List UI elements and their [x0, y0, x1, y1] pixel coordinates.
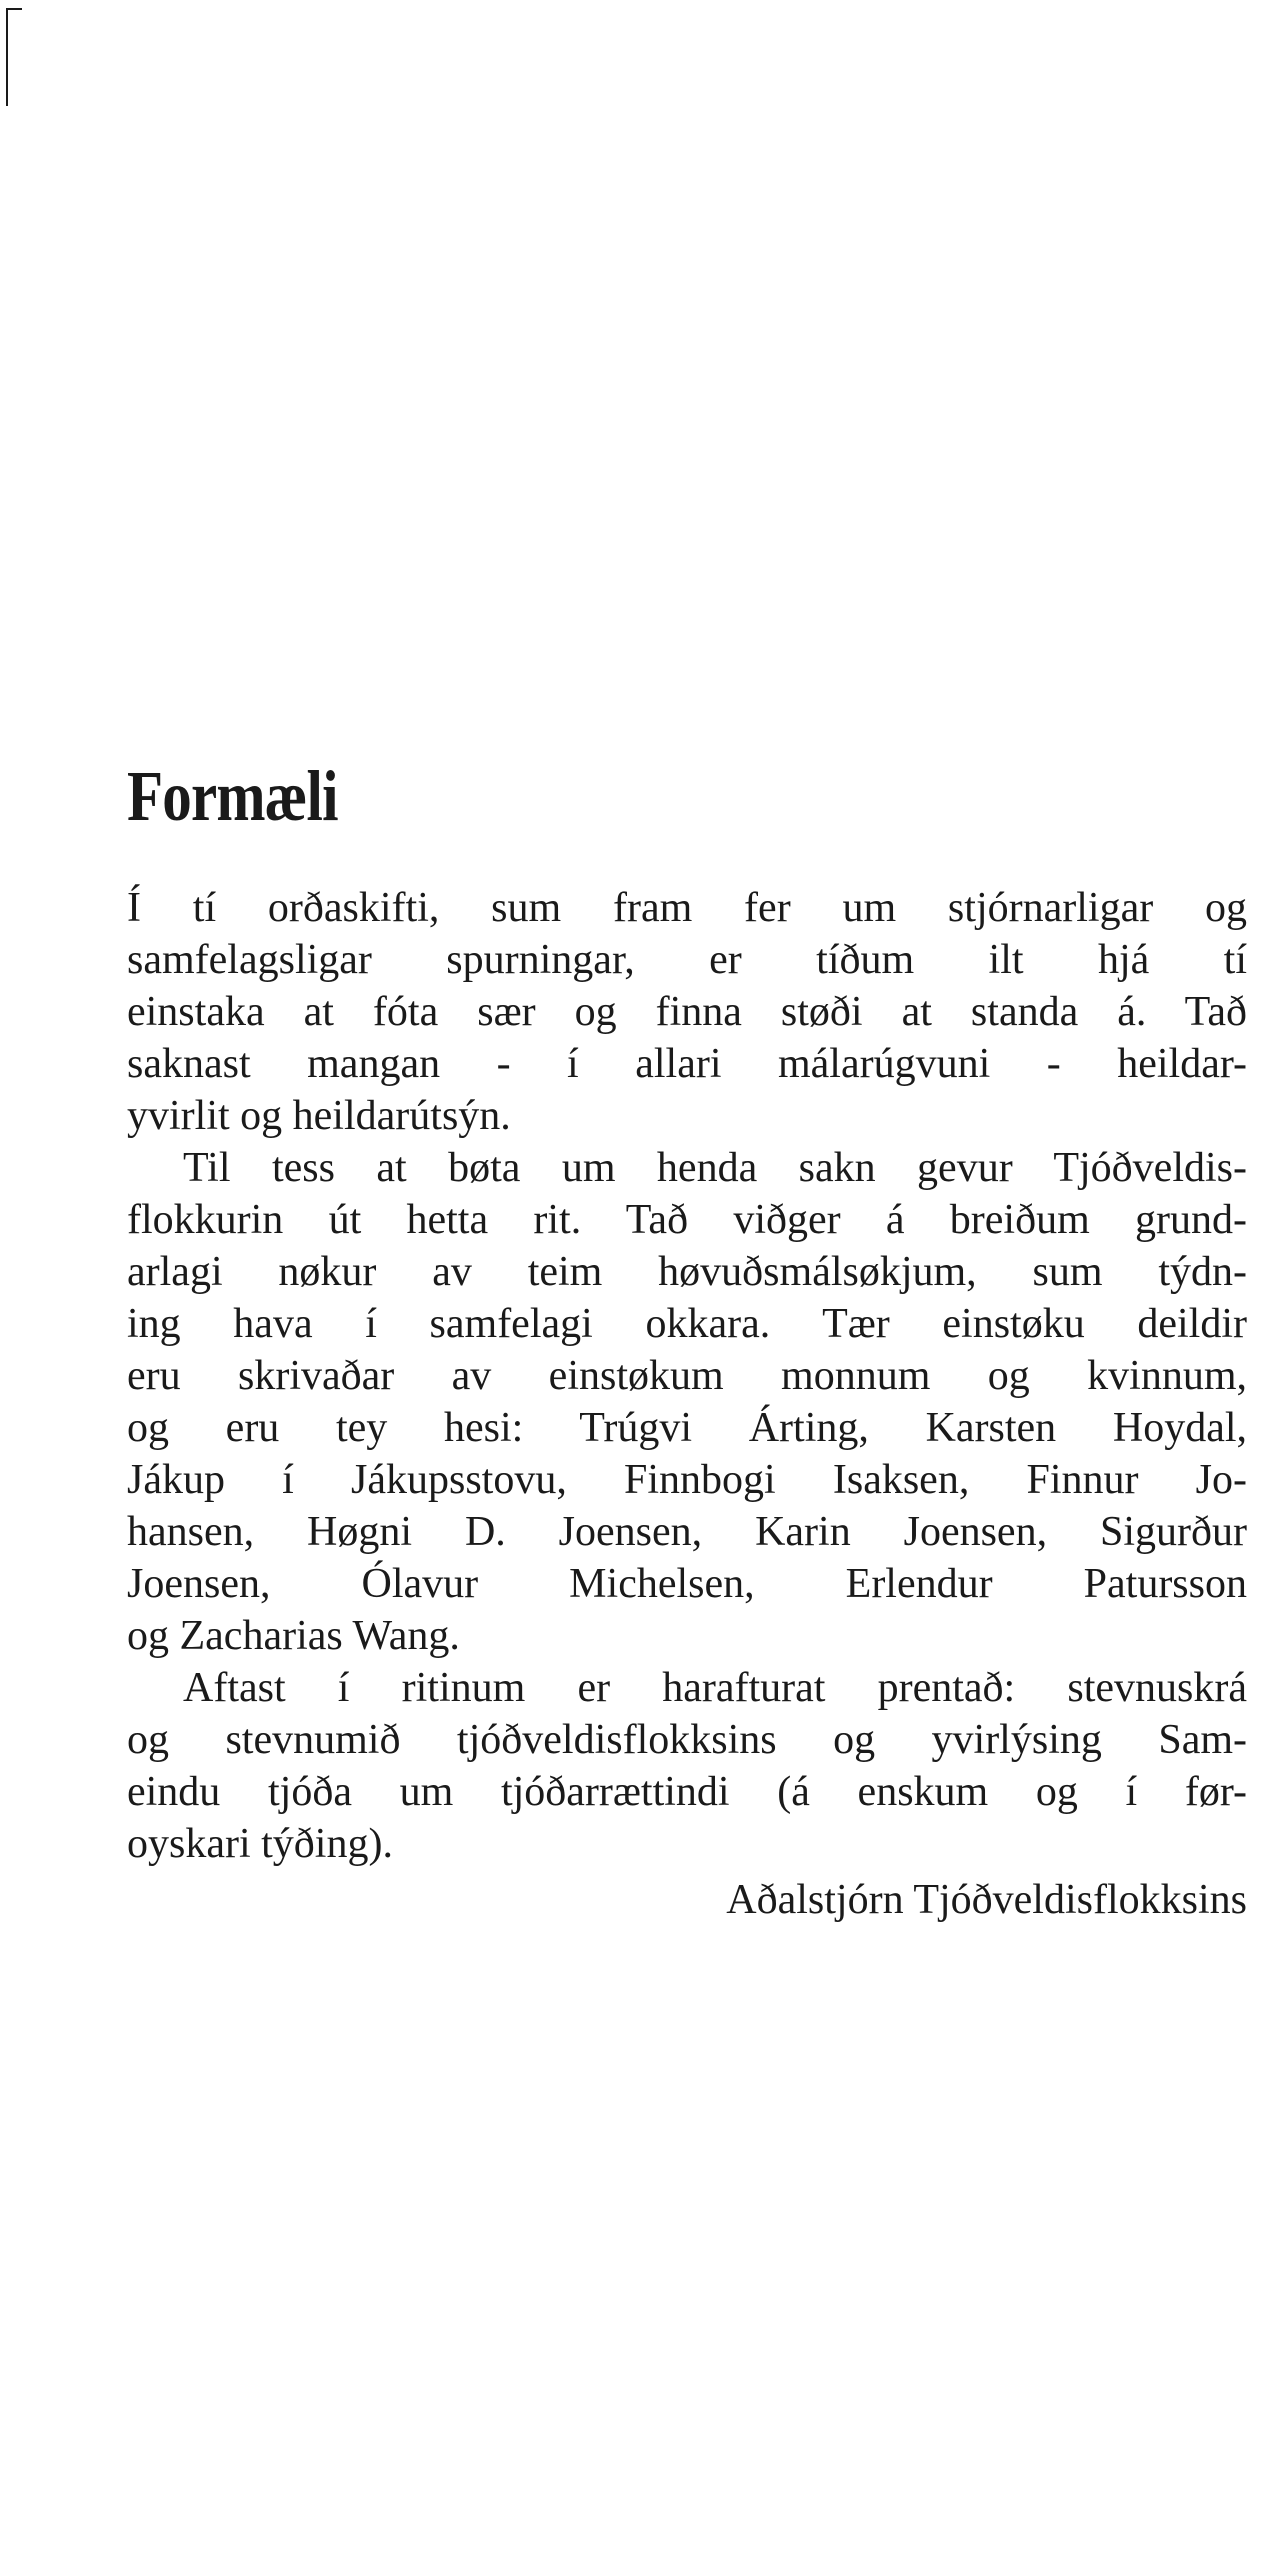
text-line: Joensen, Ólavur Michelsen, Erlendur Patursson	[127, 1561, 1247, 1607]
text-line: yvirlit og heildarútsýn.	[127, 1093, 511, 1139]
crop-mark-vertical	[6, 8, 8, 106]
text-line: Í tí orðaskifti, sum fram fer um stjórnarligar og	[127, 885, 1247, 931]
text-line: Til tess at bøta um henda sakn gevur Tjóðveldis-	[183, 1145, 1247, 1191]
signature: Aðalstjórn Tjóðveldisflokksins	[726, 1877, 1247, 1923]
text-line: ing hava í samfelagi okkara. Tær einstøku deildir	[127, 1301, 1247, 1347]
document-title: Formæli	[127, 756, 338, 836]
paragraph-3	[127, 1662, 1247, 1870]
text-line: og eru tey hesi: Trúgvi Árting, Karsten Hoydal,	[127, 1405, 1247, 1451]
text-line: samfelagsligar spurningar, er tíðum ilt hjá tí	[127, 937, 1247, 983]
text-line: Jákup í Jákupsstovu, Finnbogi Isaksen, Finnur Jo-	[127, 1457, 1247, 1503]
text-line: einstaka at fóta sær og finna støði at standa á. Tað	[127, 989, 1247, 1035]
text-line: arlagi nøkur av teim høvuðsmálsøkjum, sum týdn-	[127, 1249, 1247, 1295]
document-page	[127, 756, 1247, 1926]
text-line: eindu tjóða um tjóðarrættindi (á enskum og í før-	[127, 1769, 1247, 1815]
text-line: oyskari týðing).	[127, 1821, 393, 1867]
text-line: og stevnumið tjóðveldisflokksins og yvirlýsing Sam-	[127, 1717, 1247, 1763]
text-line: og Zacharias Wang.	[127, 1613, 460, 1659]
paragraph-1	[127, 882, 1247, 1142]
text-line: saknast mangan - í allari málarúgvuni - heildar-	[127, 1041, 1247, 1087]
text-line: hansen, Høgni D. Joensen, Karin Joensen, Sigurður	[127, 1509, 1247, 1555]
text-line: flokkurin út hetta rit. Tað viðger á breiðum grund-	[127, 1197, 1247, 1243]
paragraph-2	[127, 1142, 1247, 1662]
document-body	[127, 882, 1247, 1926]
text-line: eru skrivaðar av einstøkum monnum og kvinnum,	[127, 1353, 1247, 1399]
crop-mark	[6, 8, 22, 10]
text-line: Aftast í ritinum er harafturat prentað: stevnuskrá	[183, 1665, 1247, 1711]
